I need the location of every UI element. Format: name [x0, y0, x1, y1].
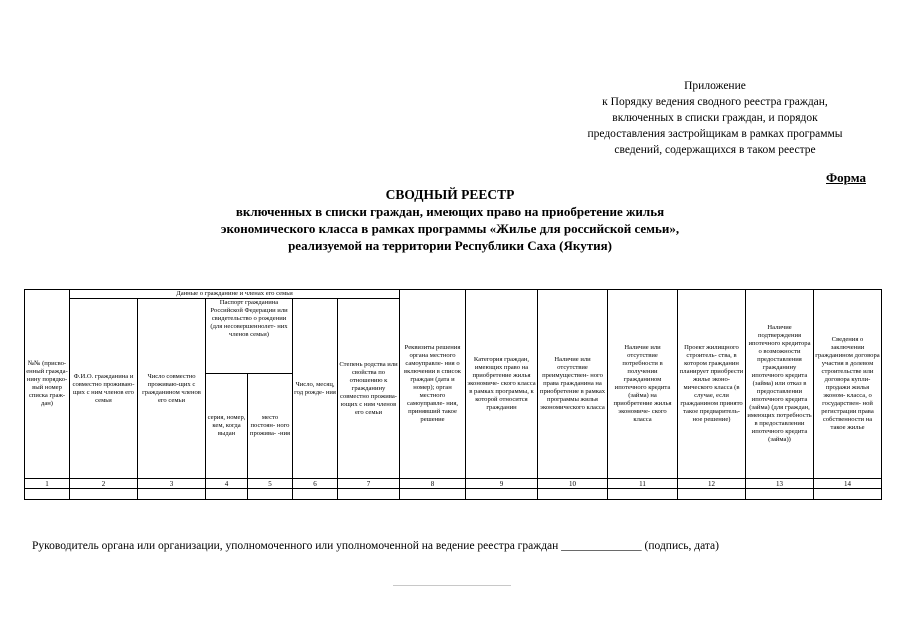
appendix-line: сведений, содержащихся в таком реестре [614, 144, 816, 156]
empty-cell [608, 489, 678, 500]
header-cell-12: Проект жилищного строитель- ства, в котором гражданин планирует приобрести жилье эконо- мического класса (в случае, если гражданином принято такое предваритель- ное решение) [678, 290, 746, 479]
empty-cell [400, 489, 466, 500]
appendix-line: Приложение [684, 80, 746, 92]
column-number: 8 [400, 479, 466, 489]
header-cell-1: №№ (присво- енный гражда- нину порядко- вый номер списка граж- дан) [25, 290, 70, 479]
column-number: 3 [138, 479, 206, 489]
empty-cell [25, 489, 70, 500]
empty-cell [814, 489, 882, 500]
empty-cell [248, 489, 293, 500]
title-line-4: реализуемой на территории Республики Саха (Якутия) [288, 238, 612, 253]
header-cell-13: Наличие подтверждения ипотечного кредитора о возможности предоставления гражданину ипотечного кредита (займа) или отказ в предоставлении ипотечного кредита (займа) (для граждан, имеющих потребность в предоставлении ипотечного кредита (займа)) [746, 290, 814, 479]
column-number: 4 [206, 479, 248, 489]
registry-table [24, 289, 882, 500]
signature-line: Руководитель органа или организации, уполномоченного или уполномоченной на ведение реестра граждан ______________ (подпись, дата) [32, 540, 719, 552]
empty-cell [70, 489, 138, 500]
empty-cell [338, 489, 400, 500]
header-cell-4: серия, номер, кем, когда выдан [206, 374, 248, 479]
column-number: 5 [248, 479, 293, 489]
column-number: 9 [466, 479, 538, 489]
title-line-2: включенных в списки граждан, имеющих право на приобретение жилья [235, 204, 665, 219]
header-passport: Паспорт гражданина Российской Федерации или свидетельство о рождении (для несовершеннолет- них членов семьи) [206, 299, 293, 374]
column-number: 14 [814, 479, 882, 489]
column-number: 6 [293, 479, 338, 489]
appendix-line: к Порядку ведения сводного реестра граждан, [602, 96, 828, 108]
column-number-row [25, 479, 882, 489]
empty-cell [466, 489, 538, 500]
empty-data-row [25, 489, 882, 500]
header-cell-9: Категория граждан, имеющих право на приобретение жилья экономиче- ского класса в рамках программы, к которой относится гражданин [466, 290, 538, 479]
column-number: 10 [538, 479, 608, 489]
empty-cell [678, 489, 746, 500]
header-cell-14: Сведения о заключении гражданином договора участия в долевом строительстве или договора купли- продажи жилья эконом- класса, о государствен- ной регистрации права собственности на такое жилье [814, 290, 882, 479]
column-number: 2 [70, 479, 138, 489]
column-number: 12 [678, 479, 746, 489]
header-cell-2: Ф.И.О. гражданина и совместно проживаю- щих с ним членов его семьи [70, 299, 138, 479]
header-cell-10: Наличие или отсутствие преимуществен- ного права гражданина на приобретение в рамках программы жилья экономического класса [538, 290, 608, 479]
title-line-3: экономического класса в рамках программы «Жилье для российской семьи», [220, 221, 680, 236]
appendix-block [560, 78, 870, 158]
empty-cell [206, 489, 248, 500]
page-divider [393, 585, 511, 586]
group-header-citizen-data: Данные о гражданине и членах его семьи [70, 290, 400, 299]
title-line-1: СВОДНЫЙ РЕЕСТР [385, 187, 515, 202]
column-number: 11 [608, 479, 678, 489]
document-title [140, 186, 760, 254]
form-label: Форма [826, 170, 866, 185]
header-cell-11: Наличие или отсутствие потребности в получении гражданином ипотечного кредита (займа) на приобретение жилья экономиче- ского класса [608, 290, 678, 479]
empty-cell [746, 489, 814, 500]
empty-cell [293, 489, 338, 500]
appendix-line: включенных в списки граждан, и порядок [612, 112, 818, 124]
appendix-line: предоставления застройщикам в рамках программы [587, 128, 843, 140]
column-number: 1 [25, 479, 70, 489]
header-cell-6: Число, месяц, год рожде- ния [293, 299, 338, 479]
empty-cell [138, 489, 206, 500]
header-cell-8: Реквизиты решения органа местного самоуправле- ния о включении в список граждан (дата и номер); орган местного самоуправле- ния, принявший такое решение [400, 290, 466, 479]
header-cell-3: Число совместно проживаю-щих с гражданином членов его семьи [138, 299, 206, 479]
empty-cell [538, 489, 608, 500]
header-cell-7: Степень родства или свойства по отношению к гражданину совместно прожива- ющих с ним членов его семьи [338, 299, 400, 479]
header-cell-5: место постоян- ного прожива- -ния [248, 374, 293, 479]
column-number: 13 [746, 479, 814, 489]
column-number: 7 [338, 479, 400, 489]
